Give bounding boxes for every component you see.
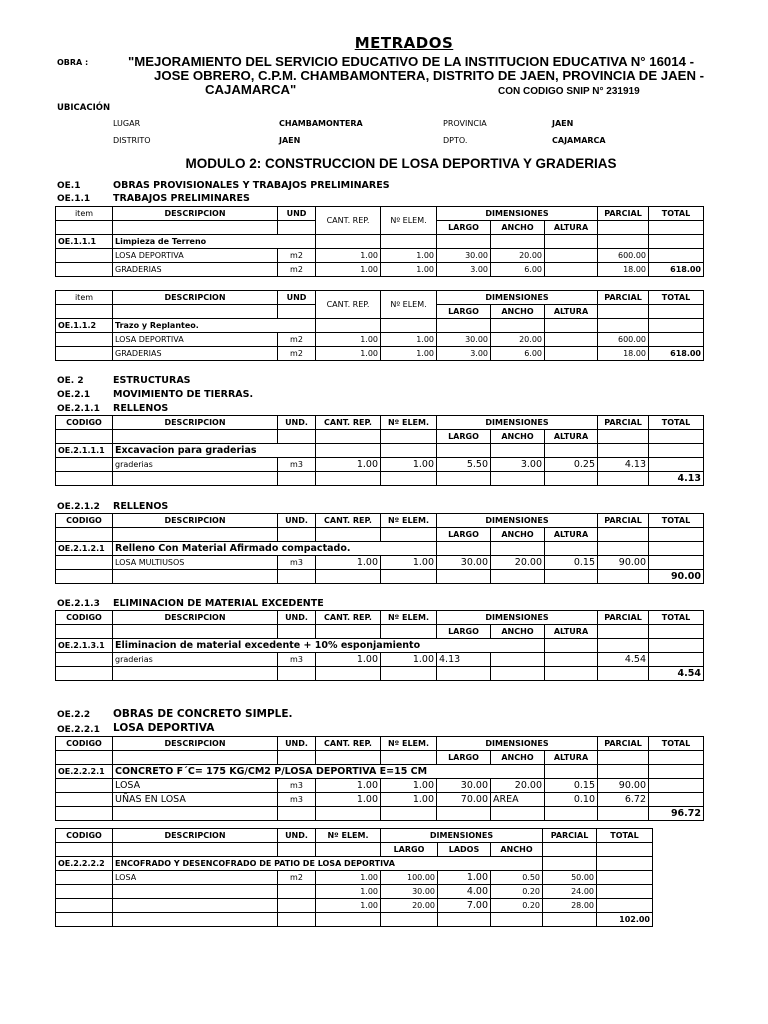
table-total: 90.00 (649, 570, 704, 584)
header-total: TOTAL (649, 737, 704, 751)
header-dimensiones: DIMENSIONES (437, 514, 598, 528)
row-ancho: 20.00 (491, 556, 545, 570)
table-row (56, 333, 704, 347)
header-descripcion: DESCRIPCION (113, 291, 278, 305)
metrado-table (55, 415, 704, 486)
obra-line-1: "MEJORAMIENTO DEL SERVICIO EDUCATIVO DE LA INSTITUCION EDUCATIVA N° 16014 - (128, 54, 694, 69)
section-name: OBRAS DE CONCRETO SIMPLE. (113, 708, 293, 720)
row-desc: UÑAS EN LOSA (113, 793, 278, 807)
item-title: Limpieza de Terreno (113, 235, 316, 249)
header-dimensiones: DIMENSIONES (437, 611, 598, 625)
row-parcial: 18.00 (598, 263, 649, 277)
header-und: UND. (278, 514, 316, 528)
lugar-value: CHAMBAMONTERA (279, 119, 363, 128)
header-cant-rep: CANT. REP. (316, 416, 381, 430)
metrado-table (55, 206, 704, 277)
section-name: ELIMINACION DE MATERIAL EXCEDENTE (113, 598, 324, 609)
item-code: OE.2.2.2.1 (56, 765, 113, 779)
row-und: m3 (278, 458, 316, 472)
table-row (56, 899, 653, 913)
row-largo: 30.00 (437, 779, 491, 793)
row-cant: 1.00 (316, 347, 381, 361)
header-parcial: PARCIAL (598, 416, 649, 430)
row-lados: 7.00 (438, 899, 491, 913)
section-code: OE.2.2.1 (57, 725, 100, 735)
row-elem: 1.00 (381, 793, 437, 807)
row-ancho: 6.00 (491, 263, 545, 277)
row-elem: 1.00 (381, 347, 437, 361)
lugar-label: LUGAR (113, 119, 141, 128)
header-descripcion: DESCRIPCION (113, 416, 278, 430)
row-desc: LOSA (113, 871, 278, 885)
header-largo: LARGO (437, 430, 491, 444)
header-largo: LARGO (437, 625, 491, 639)
section-code: OE. 2 (57, 376, 84, 386)
header-altura: ALTURA (545, 221, 598, 235)
section-code: OE.2.1.1 (57, 404, 100, 414)
row-total (649, 333, 704, 347)
header-n-elem: Nº ELEM. (381, 737, 437, 751)
header-descripcion: DESCRIPCION (113, 514, 278, 528)
row-altura: 0.10 (545, 793, 598, 807)
row-ancho: 0.20 (491, 885, 543, 899)
row-elem: 1.00 (381, 779, 437, 793)
header-n-elem: Nº ELEM. (381, 207, 437, 235)
metrado-table (55, 828, 653, 927)
row-elem: 1.00 (316, 899, 381, 913)
header-n-elem: Nº ELEM. (316, 829, 381, 843)
header-descripcion: DESCRIPCION (113, 737, 278, 751)
header-parcial: PARCIAL (598, 737, 649, 751)
item-code: OE.2.1.1.1 (56, 444, 113, 458)
table-row (56, 458, 704, 472)
header-dimensiones: DIMENSIONES (437, 416, 598, 430)
row-largo: 4.13 (437, 653, 491, 667)
table-total: 4.13 (649, 472, 704, 486)
obra-label: OBRA : (57, 58, 89, 67)
row-total (649, 249, 704, 263)
item-code: OE.2.1.2.1 (56, 542, 113, 556)
header-codigo: CODIGO (56, 737, 113, 751)
row-altura (545, 333, 598, 347)
table-total: 102.00 (597, 913, 653, 927)
row-parcial: 28.00 (543, 899, 597, 913)
row-parcial: 6.72 (598, 793, 649, 807)
row-desc: GRADERIAS (113, 263, 278, 277)
header-und: UND. (278, 416, 316, 430)
row-largo: 100.00 (381, 871, 438, 885)
row-largo: 30.00 (381, 885, 438, 899)
section-code: OE.2.1.3 (57, 599, 100, 609)
row-ancho: 20.00 (491, 249, 545, 263)
header-dimensiones: DIMENSIONES (437, 737, 598, 751)
row-cant: 1.00 (316, 333, 381, 347)
section-code: OE.2.2 (57, 710, 91, 720)
row-cant: 1.00 (316, 793, 381, 807)
header-item: item (56, 207, 113, 221)
table-row (56, 556, 704, 570)
header-ancho: ANCHO (491, 528, 545, 542)
row-ancho: 3.00 (491, 458, 545, 472)
header-item: item (56, 291, 113, 305)
row-elem: 1.00 (381, 263, 437, 277)
row-parcial: 90.00 (598, 556, 649, 570)
item-title: ENCOFRADO Y DESENCOFRADO DE PATIO DE LOSA DEPORTIVA (113, 857, 543, 871)
item-code: OE.1.1.1 (56, 235, 113, 249)
header-cant-rep: CANT. REP. (316, 291, 381, 319)
row-cant: 1.00 (316, 249, 381, 263)
row-elem: 1.00 (381, 458, 437, 472)
header-parcial: PARCIAL (598, 207, 649, 221)
header-cant-rep: CANT. REP. (316, 611, 381, 625)
row-cant: 1.00 (316, 556, 381, 570)
header-cant-rep: CANT. REP. (316, 737, 381, 751)
header-cant-rep: CANT. REP. (316, 207, 381, 235)
provincia-value: JAEN (552, 119, 574, 128)
section-name: RELLENOS (113, 501, 169, 512)
obra-line-3: CAJAMARCA" (205, 82, 297, 97)
row-ancho: AREA (491, 793, 545, 807)
row-ancho: 0.50 (491, 871, 543, 885)
row-total: 618.00 (649, 347, 704, 361)
header-largo: LARGO (437, 305, 491, 319)
header-total: TOTAL (649, 514, 704, 528)
row-parcial: 24.00 (543, 885, 597, 899)
header-codigo: CODIGO (56, 829, 113, 843)
row-largo: 30.00 (437, 333, 491, 347)
table-row (56, 793, 704, 807)
row-elem: 1.00 (381, 333, 437, 347)
row-und (278, 899, 316, 913)
header-ancho: ANCHO (491, 430, 545, 444)
section-name: TRABAJOS PRELIMINARES (113, 193, 250, 204)
row-parcial: 4.13 (598, 458, 649, 472)
item-code: OE.2.1.3.1 (56, 639, 113, 653)
row-altura: 0.15 (545, 556, 598, 570)
row-parcial: 90.00 (598, 779, 649, 793)
snip-code: CON CODIGO SNIP N° 231919 (498, 86, 640, 97)
row-cant: 1.00 (316, 653, 381, 667)
row-desc: LOSA DEPORTIVA (113, 333, 278, 347)
row-altura (545, 263, 598, 277)
header-altura: ALTURA (545, 625, 598, 639)
header-n-elem: Nº ELEM. (381, 514, 437, 528)
table-row (56, 347, 704, 361)
row-desc: graderias (113, 458, 278, 472)
dpto-label: DPTO. (443, 136, 468, 145)
section-name: ESTRUCTURAS (113, 375, 191, 386)
header-ancho: ANCHO (491, 843, 543, 857)
row-ancho (491, 653, 545, 667)
header-codigo: CODIGO (56, 416, 113, 430)
table-total: 96.72 (649, 807, 704, 821)
item-title: Relleno Con Material Afirmado compactado. (113, 542, 437, 556)
module-title: MODULO 2: CONSTRUCCION DE LOSA DEPORTIVA Y GRADERIAS (185, 156, 617, 171)
header-und: UND. (278, 737, 316, 751)
row-desc: LOSA (113, 779, 278, 793)
row-desc: graderias (113, 653, 278, 667)
row-und: m3 (278, 556, 316, 570)
section-code: OE.1.1 (57, 194, 91, 204)
item-title: Excavacion para graderias (113, 444, 316, 458)
row-lados: 4.00 (438, 885, 491, 899)
header-largo: LARGO (437, 528, 491, 542)
section-name: RELLENOS (113, 403, 169, 414)
row-desc: LOSA DEPORTIVA (113, 249, 278, 263)
header-dimensiones: DIMENSIONES (437, 207, 598, 221)
row-largo: 20.00 (381, 899, 438, 913)
header-und: UND (278, 291, 316, 305)
header-largo: LARGO (437, 751, 491, 765)
row-parcial: 18.00 (598, 347, 649, 361)
provincia-label: PROVINCIA (443, 119, 487, 128)
item-code: OE.1.1.2 (56, 319, 113, 333)
item-code: OE.2.2.2.2 (56, 857, 113, 871)
row-altura (545, 249, 598, 263)
row-parcial: 600.00 (598, 333, 649, 347)
item-title: Eliminacion de material excedente + 10% esponjamiento (113, 639, 545, 653)
header-ancho: ANCHO (491, 305, 545, 319)
row-largo: 30.00 (437, 249, 491, 263)
header-total: TOTAL (649, 611, 704, 625)
header-largo: LARGO (437, 221, 491, 235)
distrito-value: JAEN (279, 136, 301, 145)
row-altura (545, 653, 598, 667)
header-dimensiones: DIMENSIONES (437, 291, 598, 305)
metrado-table (55, 736, 704, 821)
row-und: m2 (278, 263, 316, 277)
row-und: m3 (278, 653, 316, 667)
header-und: UND. (278, 829, 316, 843)
header-n-elem: Nº ELEM. (381, 611, 437, 625)
header-altura: ALTURA (545, 305, 598, 319)
header-total: TOTAL (597, 829, 653, 843)
header-lados: LADOS (438, 843, 491, 857)
table-row (56, 249, 704, 263)
document-title: METRADOS (354, 34, 454, 52)
row-elem: 1.00 (381, 556, 437, 570)
row-ancho: 20.00 (491, 779, 545, 793)
section-name: OBRAS PROVISIONALES Y TRABAJOS PRELIMINARES (113, 180, 390, 191)
header-total: TOTAL (649, 207, 704, 221)
row-elem: 1.00 (316, 885, 381, 899)
row-desc: GRADERIAS (113, 347, 278, 361)
row-cant: 1.00 (316, 263, 381, 277)
row-und (278, 885, 316, 899)
row-und: m3 (278, 779, 316, 793)
row-largo: 3.00 (437, 347, 491, 361)
row-parcial: 50.00 (543, 871, 597, 885)
header-ancho: ANCHO (491, 221, 545, 235)
header-total: TOTAL (649, 416, 704, 430)
table-row (56, 885, 653, 899)
row-altura: 0.15 (545, 779, 598, 793)
row-desc (113, 899, 278, 913)
row-largo: 70.00 (437, 793, 491, 807)
section-name: LOSA DEPORTIVA (113, 722, 215, 734)
header-total: TOTAL (649, 291, 704, 305)
section-code: OE.1 (57, 181, 81, 191)
item-title: Trazo y Replanteo. (113, 319, 316, 333)
ubicacion-label: UBICACIÓN (57, 103, 111, 113)
section-name: MOVIMIENTO DE TIERRAS. (113, 389, 254, 400)
table-total: 4.54 (649, 667, 704, 681)
row-cant: 1.00 (316, 779, 381, 793)
row-parcial: 4.54 (598, 653, 649, 667)
row-altura: 0.25 (545, 458, 598, 472)
header-largo: LARGO (381, 843, 438, 857)
metrado-table (55, 610, 704, 681)
header-descripcion: DESCRIPCION (113, 207, 278, 221)
row-elem: 1.00 (381, 653, 437, 667)
obra-line-2: JOSE OBRERO, C.P.M. CHAMBAMONTERA, DISTRITO DE JAEN, PROVINCIA DE JAEN - (154, 68, 705, 83)
header-altura: ALTURA (545, 751, 598, 765)
row-cant: 1.00 (316, 458, 381, 472)
distrito-label: DISTRITO (113, 136, 151, 145)
header-cant-rep: CANT. REP. (316, 514, 381, 528)
header-dimensiones: DIMENSIONES (381, 829, 543, 843)
row-largo: 3.00 (437, 263, 491, 277)
header-descripcion: DESCRIPCION (113, 829, 278, 843)
header-codigo: CODIGO (56, 514, 113, 528)
header-altura: ALTURA (545, 528, 598, 542)
header-descripcion: DESCRIPCION (113, 611, 278, 625)
row-desc: LOSA MULTIUSOS (113, 556, 278, 570)
row-elem: 1.00 (381, 249, 437, 263)
header-n-elem: Nº ELEM. (381, 291, 437, 319)
header-n-elem: Nº ELEM. (381, 416, 437, 430)
dpto-value: CAJAMARCA (552, 136, 606, 145)
row-und: m2 (278, 871, 316, 885)
metrado-table (55, 513, 704, 584)
table-row (56, 779, 704, 793)
header-ancho: ANCHO (491, 625, 545, 639)
table-row (56, 263, 704, 277)
section-code: OE.2.1.2 (57, 502, 100, 512)
row-elem: 1.00 (316, 871, 381, 885)
section-code: OE.2.1 (57, 390, 91, 400)
row-ancho: 6.00 (491, 347, 545, 361)
row-total: 618.00 (649, 263, 704, 277)
metrado-table (55, 290, 704, 361)
header-parcial: PARCIAL (543, 829, 597, 843)
row-desc (113, 885, 278, 899)
row-largo: 5.50 (437, 458, 491, 472)
header-ancho: ANCHO (491, 751, 545, 765)
item-title: CONCRETO F´C= 175 KG/CM2 P/LOSA DEPORTIVA E=15 CM (113, 765, 545, 779)
header-und: UND (278, 207, 316, 221)
row-ancho: 20.00 (491, 333, 545, 347)
row-largo: 30.00 (437, 556, 491, 570)
header-parcial: PARCIAL (598, 514, 649, 528)
row-ancho: 0.20 (491, 899, 543, 913)
row-altura (545, 347, 598, 361)
row-und: m3 (278, 793, 316, 807)
header-altura: ALTURA (545, 430, 598, 444)
row-und: m2 (278, 347, 316, 361)
row-parcial: 600.00 (598, 249, 649, 263)
header-parcial: PARCIAL (598, 611, 649, 625)
row-und: m2 (278, 249, 316, 263)
row-und: m2 (278, 333, 316, 347)
header-codigo: CODIGO (56, 611, 113, 625)
header-parcial: PARCIAL (598, 291, 649, 305)
table-row (56, 871, 653, 885)
table-row (56, 653, 704, 667)
header-und: UND. (278, 611, 316, 625)
row-lados: 1.00 (438, 871, 491, 885)
